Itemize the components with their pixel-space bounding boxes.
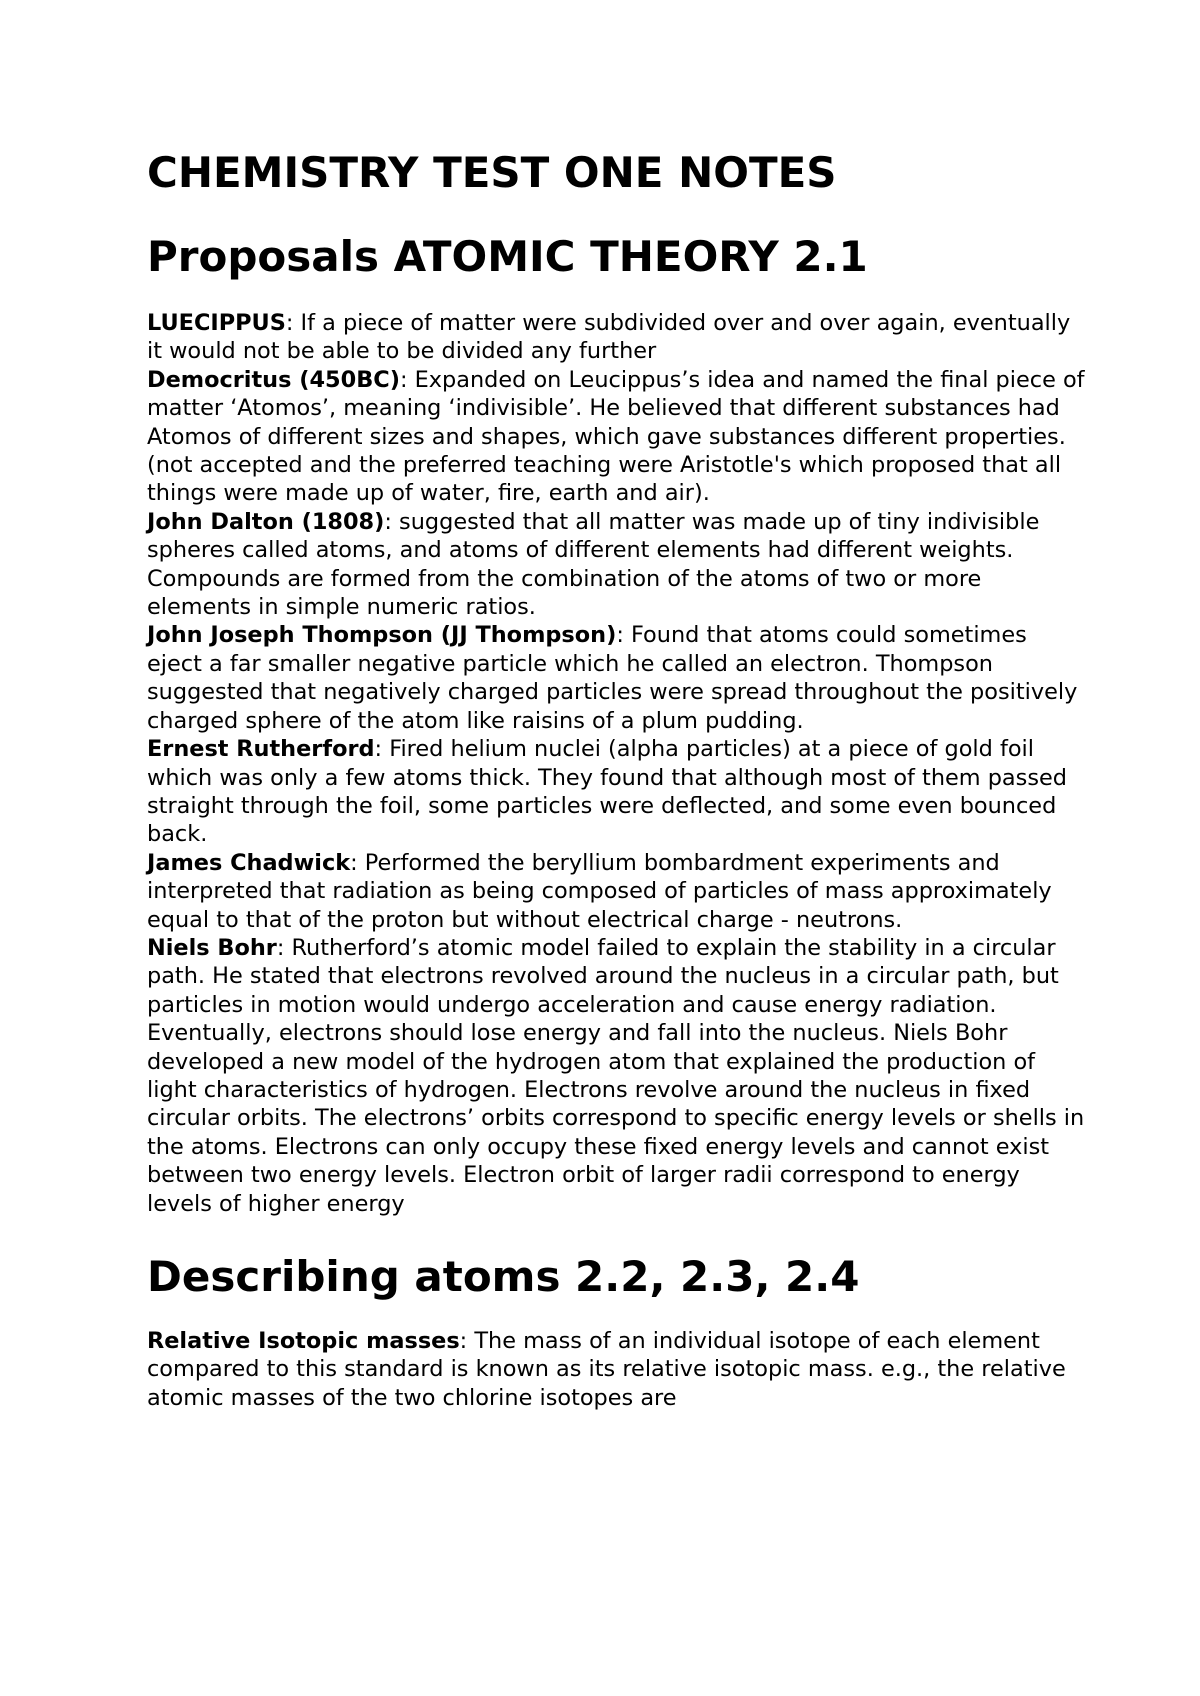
section-heading-describing-atoms: Describing atoms 2.2, 2.3, 2.4: [147, 1252, 860, 1301]
entry-john-dalton: [147, 508, 1087, 622]
entry-term: John Dalton (1808): [147, 508, 385, 535]
entry-text: : The mass of an individual isotope of each element compared to this standard is known as its relative isotopic mass. e.g., the relative atomic masses of the two chlorine isotopes are: [147, 1328, 1066, 1411]
section-heading-atomic-theory: Proposals ATOMIC THEORY 2.1: [147, 232, 868, 281]
entry-term: LUECIPPUS: [147, 310, 286, 336]
atomic-theory-entries: [147, 309, 1087, 1218]
entry-term: Niels Bohr: [147, 934, 277, 961]
entry-term: Democritus (450BC): [147, 366, 400, 393]
entry-jj-thompson: [147, 621, 1087, 735]
entry-text: : Found that atoms could sometimes eject a far smaller negative particle which he called an electron. Thompson suggested that negatively charged particles were spread throughout the positively charged sphere of the atom like raisins of a plum pudding.: [147, 622, 1078, 734]
entry-term: Relative Isotopic masses: [147, 1328, 460, 1354]
entry-text: : Fired helium nuclei (alpha particles) at a piece of gold foil which was only a few atoms thick. They found that although most of them passed straight through the foil, some particles were deflected, and some even bounced back.: [147, 736, 1067, 848]
entry-term: Ernest Rutherford: [147, 736, 375, 763]
entry-democritus: [147, 366, 1087, 508]
entry-ernest-rutherford: [147, 735, 1087, 849]
entry-text: : Performed the beryllium bombardment experiments and interpreted that radiation as being composed of particles of mass approximately equal to that of the proton but without electrical charge - neutrons.: [147, 849, 1052, 933]
entry-text: : If a piece of matter were subdivided over and over again, eventually it would not be able to be divided any further: [147, 310, 1071, 365]
entry-text: : Rutherford’s atomic model failed to explain the stability in a circular path. He stated that electrons revolved around the nucleus in a circular path, but particles in motion would undergo acceleration and cause energy radiation. Eventually, electrons should lose energy and fall into the nucleus. Niels Bohr developed a new model of the hydrogen atom that explained the production of light characteristics of hydrogen. Electrons revolve around the nucleus in fixed circular orbits. The electrons’ orbits correspond to specific energy levels or shells in the atoms. Electrons can only occupy these fixed energy levels and cannot exist between two energy levels. Electron orbit of larger radii correspond to energy levels of higher energy: [147, 934, 1085, 1217]
entry-text: : Expanded on Leucippus’s idea and named the final piece of matter ‘Atomos’, meaning ‘indivisible’. He believed that different substances had Atomos of different sizes and shapes, which gave substances different properties. (not accepted and the preferred teaching were Aristotle's which proposed that all things were made up of water, fire, earth and air).: [147, 366, 1085, 507]
entry-james-chadwick: [147, 849, 1087, 934]
entry-term: James Chadwick: [147, 849, 351, 876]
entry-text: : suggested that all matter was made up of tiny indivisible spheres called atoms, and atoms of different elements had different weights. Compounds are formed from the combination of the atoms of two or more elements in simple numeric ratios.: [147, 508, 1040, 621]
document-page: [147, 148, 1087, 1412]
entry-term: John Joseph Thompson (JJ Thompson): [147, 622, 617, 649]
entry-relative-isotopic-masses: [147, 1327, 1087, 1412]
entry-leucippus: [147, 309, 1087, 366]
entry-niels-bohr: [147, 934, 1087, 1218]
document-title: CHEMISTRY TEST ONE NOTES: [147, 148, 837, 197]
describing-atoms-entries: [147, 1327, 1087, 1412]
